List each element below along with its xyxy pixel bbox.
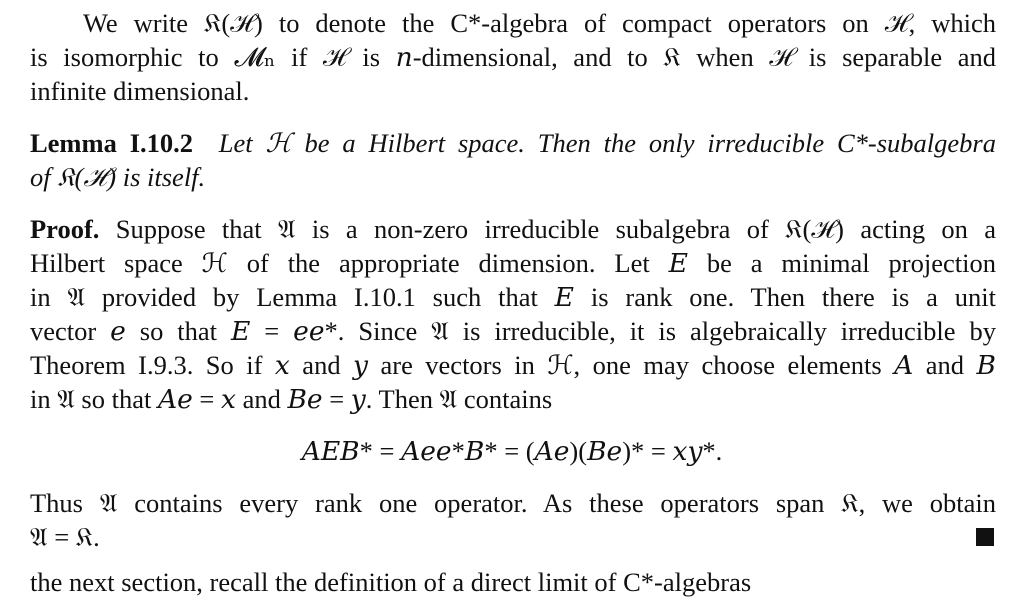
proof-line-3: in 𝔄 provided by Lemma I.10.1 such that 𝐸 is rank one. Then there is a unit: [30, 282, 996, 312]
lemma-statement-1: Let ℋ be a Hilbert space. Then the only irreducible C*-subalgebra: [218, 128, 996, 158]
proof-label: Proof.: [30, 214, 100, 244]
proof-line-4: vector 𝑒 so that 𝐸 = 𝑒𝑒*. Since 𝔄 is irreducible, it is algebraically irreducible by: [30, 316, 996, 346]
proof-text-1: Suppose that 𝔄 is a non-zero irreducible subalgebra of 𝔎(ℋ) acting on a: [115, 214, 997, 244]
proof-line-2: Hilbert space ℋ of the appropriate dimension. Let 𝐸 be a minimal projection: [30, 248, 996, 278]
display-equation: 𝐴𝐸𝐵* = 𝐴𝑒𝑒*𝐵* = (𝐴𝑒)(𝐵𝑒)* = 𝑥𝑦*.: [301, 436, 723, 466]
proof-line-6: in 𝔄 so that 𝐴𝑒 = 𝑥 and 𝐵𝑒 = 𝑦. Then 𝔄 contains: [30, 384, 553, 414]
cut-off-text: the next section, recall the definition of a direct limit of C*-algebras: [30, 567, 752, 597]
proof-line-1: [30, 212, 996, 246]
proof-line-8: 𝔄 = 𝔎.: [30, 522, 100, 552]
paragraph-line-3: infinite dimensional.: [30, 76, 250, 106]
paragraph-line-1: We write 𝔎(ℋ) to denote the C*-algebra of compact operators on ℋ, which: [83, 8, 996, 38]
qed-square-icon: [976, 528, 994, 546]
lemma-line-1: [30, 126, 996, 160]
lemma-label: Lemma I.10.2: [30, 128, 194, 158]
proof-line-7: Thus 𝔄 contains every rank one operator. As these operators span 𝔎, we obtain: [30, 488, 996, 518]
cut-off-line: [30, 565, 996, 597]
proof-line-5: Theorem I.9.3. So if 𝑥 and 𝑦 are vectors in ℋ, one may choose elements 𝐴 and 𝐵: [30, 350, 996, 380]
paragraph-line-2: is isomorphic to 𝓜ₙ if ℋ is 𝑛-dimensional, and to 𝔎 when ℋ is separable and: [30, 42, 996, 72]
lemma-statement-2: of 𝔎(ℋ) is itself.: [30, 162, 206, 192]
